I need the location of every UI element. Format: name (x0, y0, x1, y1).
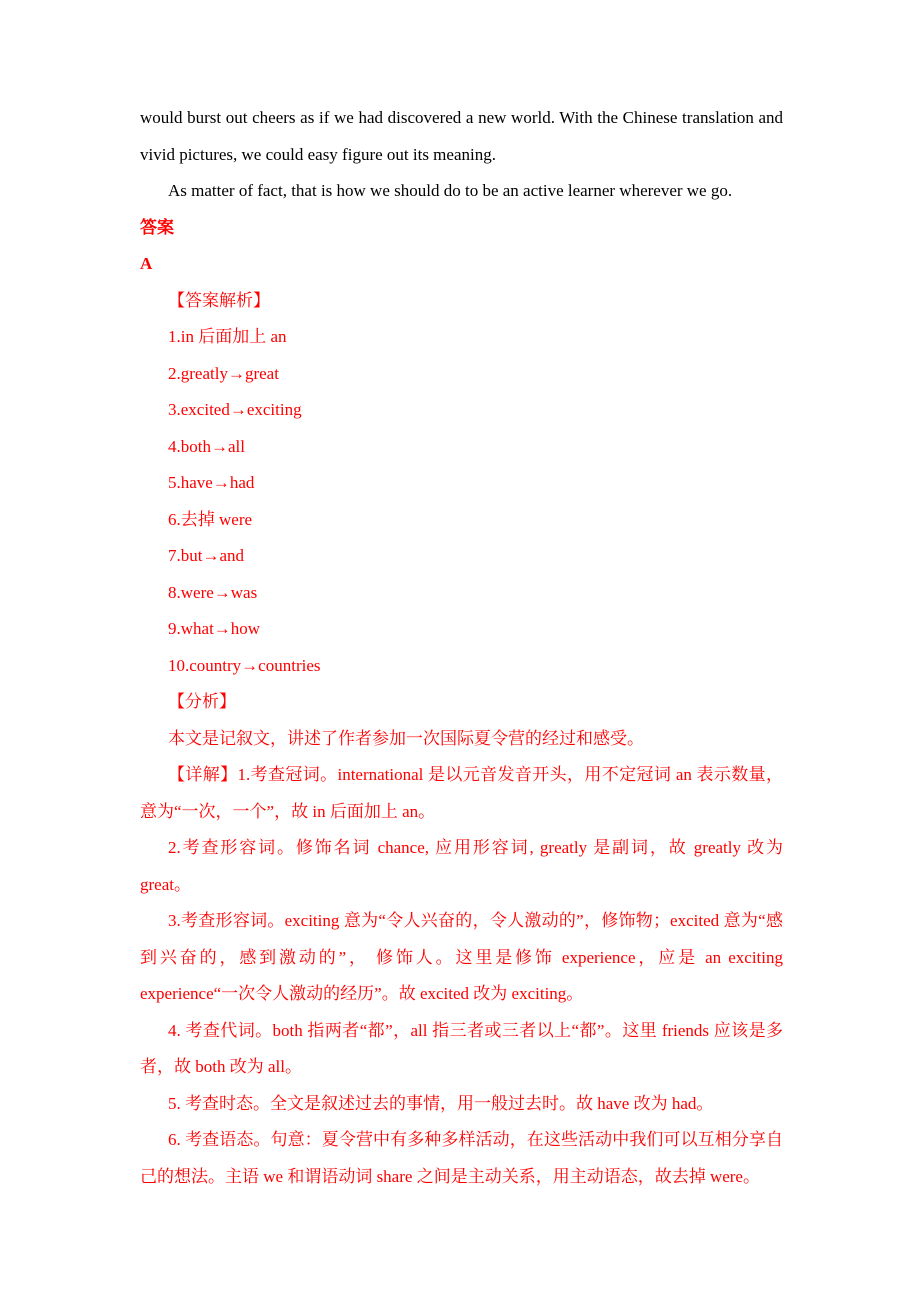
correction-item-3: 3.excited→exciting (168, 400, 302, 419)
correction-item-8: 8.were→was (168, 582, 258, 602)
explanation-item-6: 6. 考查语态。句意：夏令营中有多种多样活动，在这些活动中我们可以互相分享自己的想法。主语 we 和谓语动词 share 之间是主动关系，用主动语态，故去掉 were。 (140, 1130, 783, 1186)
answer-analysis-header: 【答案解析】 (168, 290, 270, 310)
answer-option-a: A (140, 254, 153, 273)
correction-item-1: 1.in 后面加上 an (168, 327, 287, 346)
correction-item-7: 7.but→and (168, 546, 245, 565)
intro-paragraph-closing: As matter of fact, that is how we should do to be an active learner wherever we go. (168, 181, 733, 200)
explanation-item-3: 3.考查形容词。exciting 意为“令人兴奋的，令人激动的”，修饰物；excited 意为“感到兴奋的，感到激动的”， 修饰人。这里是修饰 experience，应是 an exciting experience“一次令人激动的经历”。故 excited 改为 exciting。 (140, 911, 783, 1003)
correction-item-5: 5.have→had (168, 473, 255, 492)
explanation-item-4: 4. 考查代词。both 指两者“都”，all 指三者或三者以上“都”。这里 friends 应该是多者，故 both 改为 all。 (140, 1020, 783, 1076)
correction-item-4: 4.both→all (168, 436, 245, 456)
answers-title: 答案 (140, 217, 174, 237)
correction-item-10: 10.country→countries (168, 655, 321, 675)
analysis-summary: 本文是记叙文，讲述了作者参加一次国际夏令营的经过和感受。 (168, 728, 644, 748)
correction-item-2: 2.greatly→great (168, 363, 279, 383)
explanation-item-5: 5. 考查时态。全文是叙述过去的事情，用一般过去时。故 have 改为 had。 (168, 1093, 714, 1113)
correction-item-6: 6.去掉 were (168, 509, 253, 529)
analysis-label: 【分析】 (168, 692, 236, 711)
explanation-item-1: 【详解】1.考查冠词。international 是以元音发音开头，用不定冠词 an 表示数量，意为“一次，一个”，故 in 后面加上 an。 (140, 765, 783, 821)
explanation-item-2: 2.考查形容词。修饰名词 chance, 应用形容词, greatly 是副词，故 greatly 改为 great。 (140, 838, 783, 894)
correction-item-9: 9.what→how (168, 619, 261, 638)
intro-paragraph-continuation: would burst out cheers as if we had discovered a new world. With the Chinese translation and vivid pictures, we could easy figure out its meaning. (140, 108, 783, 164)
